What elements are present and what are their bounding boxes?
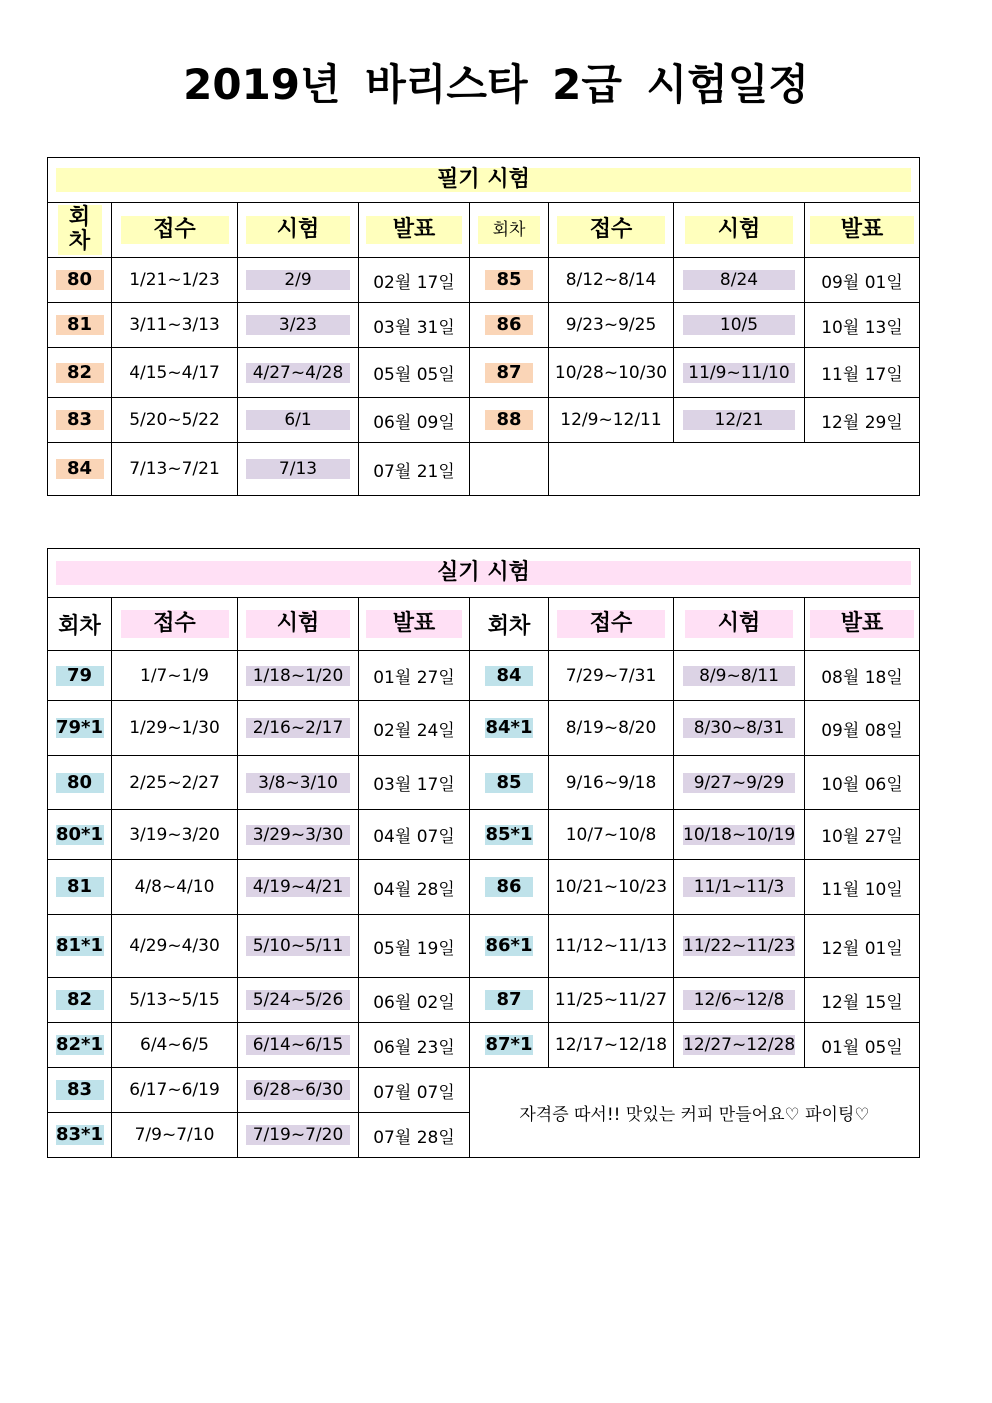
round-number: 84 [485,666,533,686]
apply-period: 12/9~12/11 [549,398,674,443]
table-row [48,651,920,701]
apply-period: 10/21~10/23 [549,860,674,915]
practical-section-header [48,549,920,598]
cheer-note: 자격증 따서!! 맛있는 커피 만들어요♡ 파이팅♡ [519,1105,870,1125]
announce-date: 08월 18일 [805,651,920,701]
announce-date: 04월 07일 [359,810,470,860]
apply-period: 5/20~5/22 [112,398,238,443]
apply-period: 7/29~7/31 [549,651,674,701]
apply-period: 7/9~7/10 [112,1113,238,1158]
exam-date: 6/1 [246,410,350,430]
apply-period: 8/19~8/20 [549,701,674,756]
apply-period: 4/29~4/30 [112,915,238,978]
apply-period: 10/28~10/30 [549,348,674,398]
exam-date: 2/9 [246,270,350,290]
round-number: 81*1 [56,935,103,956]
round-number: 86 [485,315,533,335]
round-number: 80 [56,270,104,290]
page-title: 2019년 바리스타 2급 시험일정 [183,60,809,109]
announce-date: 02월 17일 [359,258,470,303]
header-round: 회 차 [48,203,112,258]
round-number: 87 [485,990,533,1010]
round-number: 81 [56,877,104,897]
exam-date: 3/23 [246,315,350,335]
apply-period: 3/11~3/13 [112,303,238,348]
table-row [48,1023,920,1068]
table-row [48,398,920,443]
table-row [48,860,920,915]
exam-date: 11/1~11/3 [683,877,795,897]
round-number: 80*1 [56,823,103,845]
announce-date: 02월 24일 [359,701,470,756]
round-number: 83 [56,1080,104,1100]
exam-date: 2/16~2/17 [246,718,350,738]
table-row [48,443,920,496]
round-number: 82 [56,990,104,1010]
header-exam: 시험 [238,203,359,258]
round-number: 84*1 [485,717,533,738]
round-number: 82 [56,363,104,383]
exam-date: 8/30~8/31 [683,718,795,738]
apply-period: 9/23~9/25 [549,303,674,348]
exam-date: 6/28~6/30 [246,1080,350,1100]
exam-date: 12/6~12/8 [683,990,795,1010]
announce-date: 01월 05일 [805,1023,920,1068]
table-row [48,756,920,810]
exam-date: 12/21 [683,410,795,430]
announce-date: 07월 07일 [359,1068,470,1113]
table-row [48,810,920,860]
apply-period: 1/7~1/9 [112,651,238,701]
header-exam: 시험 [674,598,805,651]
round-number: 87*1 [485,1034,533,1055]
apply-period: 6/17~6/19 [112,1068,238,1113]
exam-date: 8/24 [683,270,795,290]
apply-period: 12/17~12/18 [549,1023,674,1068]
header-apply: 접수 [549,203,674,258]
header-round: 회차 [470,598,549,651]
practical-header-row [48,598,920,651]
header-apply: 접수 [549,598,674,651]
header-announce: 발표 [359,598,470,651]
announce-date: 09월 01일 [805,258,920,303]
empty-cell [549,443,920,496]
table-row [48,303,920,348]
exam-date: 11/9~11/10 [683,363,795,383]
table-row [48,348,920,398]
header-announce: 발표 [359,203,470,258]
exam-date: 8/9~8/11 [683,666,795,686]
round-number: 79 [56,666,104,686]
apply-period: 1/29~1/30 [112,701,238,756]
apply-period: 3/19~3/20 [112,810,238,860]
round-number: 87 [485,363,533,383]
apply-period: 10/7~10/8 [549,810,674,860]
round-number: 88 [485,410,533,430]
written-section-header [48,158,920,203]
table-row [48,1068,920,1113]
announce-date: 11월 10일 [805,860,920,915]
apply-period: 2/25~2/27 [112,756,238,810]
practical-exam-table [47,548,920,1158]
apply-period: 7/13~7/21 [112,443,238,496]
empty-cell [470,443,549,496]
round-number: 86*1 [485,935,533,956]
header-exam: 시험 [238,598,359,651]
header-announce: 발표 [805,598,920,651]
round-number: 83 [56,410,104,430]
exam-date: 7/19~7/20 [246,1125,350,1145]
header-announce: 발표 [805,203,920,258]
apply-period: 9/16~9/18 [549,756,674,810]
apply-period: 6/4~6/5 [112,1023,238,1068]
announce-date: 10월 27일 [805,810,920,860]
round-number: 86 [485,877,533,897]
table-row [48,915,920,978]
exam-date: 3/8~3/10 [246,773,350,793]
announce-date: 09월 08일 [805,701,920,756]
header-apply: 접수 [112,598,238,651]
round-number: 79*1 [56,717,103,738]
round-number: 84 [56,459,104,479]
written-exam-table [47,157,920,496]
table-row [48,978,920,1023]
table-row [48,258,920,303]
header-apply: 접수 [112,203,238,258]
apply-period: 4/15~4/17 [112,348,238,398]
announce-date: 07월 21일 [359,443,470,496]
round-number: 81 [56,315,104,335]
round-number: 83*1 [56,1124,103,1145]
announce-date: 06월 02일 [359,978,470,1023]
written-section-title: 필기 시험 [56,168,911,192]
header-round: 회차 [48,598,112,651]
announce-date: 12월 29일 [805,398,920,443]
exam-date: 10/5 [683,315,795,335]
header-round: 회차 [470,203,549,258]
apply-period: 11/25~11/27 [549,978,674,1023]
header-exam: 시험 [674,203,805,258]
announce-date: 03월 31일 [359,303,470,348]
announce-date: 05월 05일 [359,348,470,398]
exam-date: 5/10~5/11 [246,936,350,956]
exam-date: 7/13 [246,459,350,479]
announce-date: 06월 09일 [359,398,470,443]
exam-date: 9/27~9/29 [683,773,795,793]
round-number: 85 [485,270,533,290]
announce-date: 10월 13일 [805,303,920,348]
exam-date: 12/27~12/28 [683,1035,796,1055]
exam-date: 11/22~11/23 [683,936,796,956]
round-number: 80 [56,773,104,793]
apply-period: 5/13~5/15 [112,978,238,1023]
exam-date: 1/18~1/20 [246,666,350,686]
exam-date: 3/29~3/30 [246,825,350,845]
apply-period: 1/21~1/23 [112,258,238,303]
announce-date: 12월 15일 [805,978,920,1023]
exam-date: 6/14~6/15 [246,1035,350,1055]
announce-date: 05월 19일 [359,915,470,978]
apply-period: 11/12~11/13 [549,915,674,978]
exam-date: 4/27~4/28 [246,363,350,383]
round-number: 85 [485,773,533,793]
practical-section-title: 실기 시험 [56,561,911,585]
exam-date: 5/24~5/26 [246,990,350,1010]
cheer-note-cell [470,1068,920,1158]
apply-period: 8/12~8/14 [549,258,674,303]
announce-date: 12월 01일 [805,915,920,978]
round-number: 85*1 [485,823,533,845]
announce-date: 03월 17일 [359,756,470,810]
announce-date: 07월 28일 [359,1113,470,1158]
announce-date: 04월 28일 [359,860,470,915]
table-row [48,701,920,756]
announce-date: 11월 17일 [805,348,920,398]
apply-period: 4/8~4/10 [112,860,238,915]
announce-date: 10월 06일 [805,756,920,810]
announce-date: 01월 27일 [359,651,470,701]
round-number: 82*1 [56,1034,103,1055]
announce-date: 06월 23일 [359,1023,470,1068]
exam-date: 10/18~10/19 [683,824,796,845]
exam-date: 4/19~4/21 [246,877,350,897]
written-header-row [48,203,920,258]
